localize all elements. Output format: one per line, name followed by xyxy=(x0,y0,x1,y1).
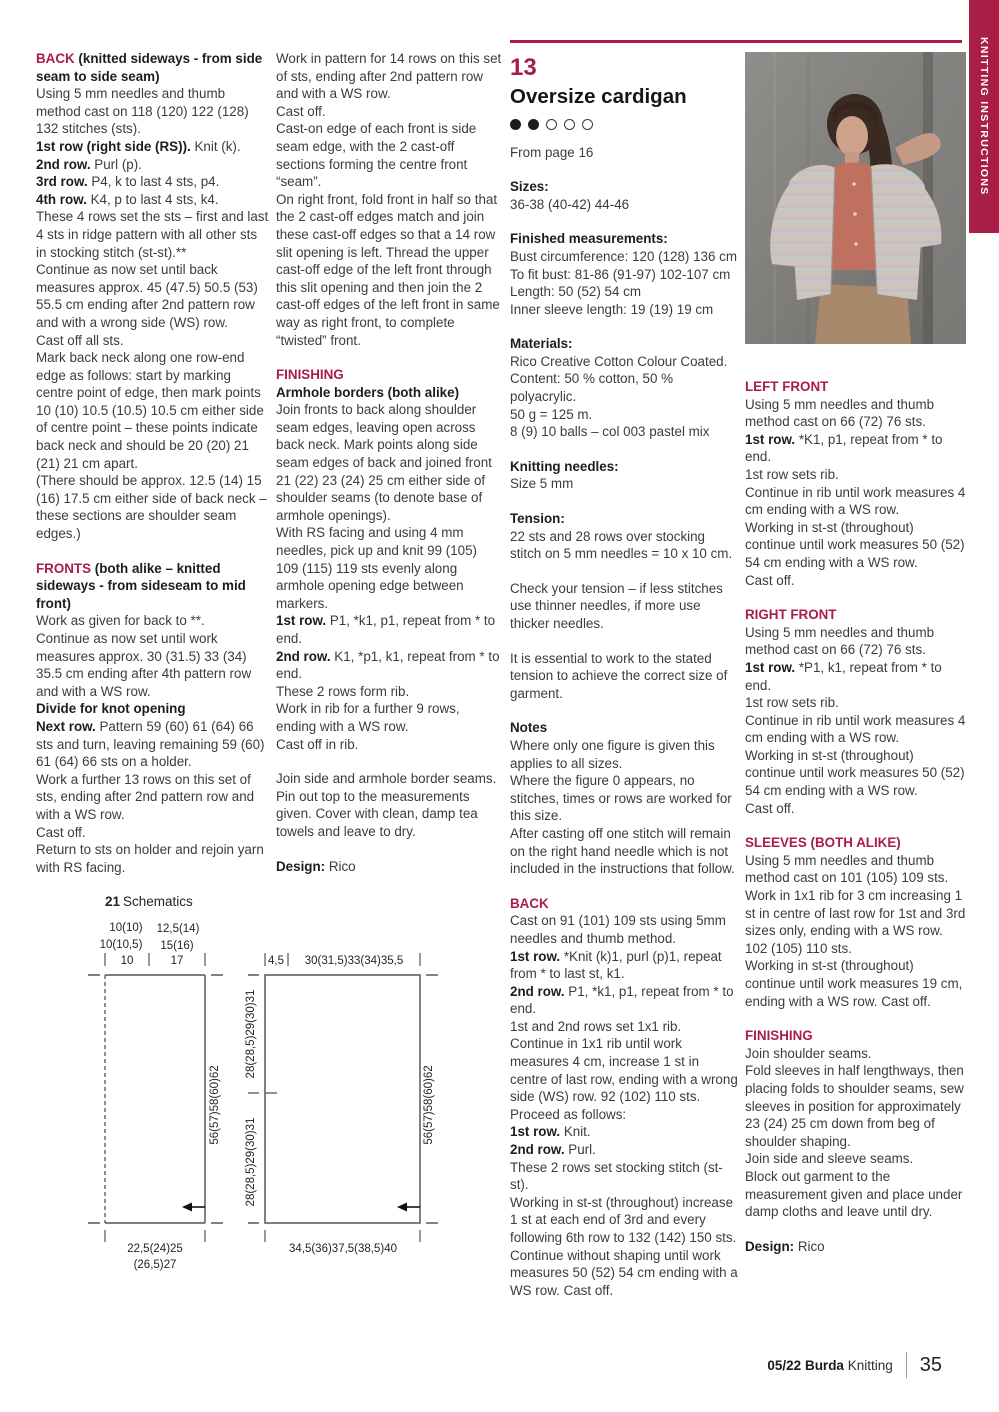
magazine-name: Knitting xyxy=(847,1357,893,1373)
svg-text:(26,5)27: (26,5)27 xyxy=(133,1259,177,1271)
column-pattern-info-body xyxy=(510,178,738,1299)
svg-text:17: 17 xyxy=(170,955,184,967)
column-fronts-sleeves-body xyxy=(745,378,966,1255)
paragraph: Length: 50 (52) 54 cm xyxy=(510,284,642,300)
paragraph: 4th row. K4, p to last 4 sts, k4. xyxy=(36,191,219,207)
paragraph: On right front, fold front in half so that the 2 cast-off edges match and join these cast-off edges so that a 14 row slit opening is left. Thread the upper cast-off edge of the left front through this slit opening and then join the 2 cast-off edges of the left front in same way as right front, to complete “twisted” front. xyxy=(276,191,500,348)
paragraph: Mark back neck along one row-end edge as follows: start by marking centre point of edge, then mark points 10 (10) 10.5 (10.5) 10.5 cm either side of centre point – these points indicate back neck and should be 20 (20) 21 (21) 21 cm apart. xyxy=(36,350,264,471)
svg-text:22,5(24)25: 22,5(24)25 xyxy=(127,1243,183,1255)
paragraph: Continue as now set until work measures approx. 30 (31.5) 33 (34) 35.5 cm ending after 4th pattern row and with a WS row. xyxy=(36,631,252,699)
paragraph: Where only one figure is given this applies to all sizes. xyxy=(510,737,715,771)
paragraph: Using 5 mm needles and thumb method cast on 66 (72) 76 sts. xyxy=(745,624,935,658)
paragraph: Join shoulder seams. xyxy=(745,1045,872,1061)
paragraph: Rico Creative Cotton Colour Coated. xyxy=(510,353,728,369)
pattern-header xyxy=(510,56,738,161)
column-fronts-sleeves xyxy=(745,52,966,1255)
paragraph: Join side and sleeve seams. xyxy=(745,1151,914,1167)
paragraph: 1st row. *Knit (k)1, purl (p)1, repeat from * to last st, k1. xyxy=(510,948,722,982)
paragraph: Work in pattern for 14 rows on this set of sts, ending after 2nd pattern row and with a WS row. xyxy=(276,51,502,102)
svg-text:12,5(14): 12,5(14) xyxy=(156,923,200,935)
subheading: Sizes: xyxy=(510,179,549,195)
spacer xyxy=(745,817,966,834)
section-heading: LEFT FRONT xyxy=(745,379,829,394)
schematic-back xyxy=(245,953,438,1255)
paragraph: Cast on 91 (101) 109 sts using 5mm needles and thumb method. xyxy=(510,913,726,946)
paragraph: 1st row. P1, *k1, p1, repeat from * to end. xyxy=(276,613,496,646)
spacer xyxy=(745,1010,966,1027)
paragraph: Block out garment to the measurement given and place under damp cloths and leave until dry. xyxy=(745,1168,963,1220)
svg-text:10(10): 10(10) xyxy=(109,922,143,934)
paragraph: Join fronts to back along shoulder seam edges, leaving open across back neck. Mark points along side seam edges of back and joined front 21 (22) 23 (24) 25 cm either side of shoulder seams (to denote base of armhole openings). xyxy=(276,402,492,523)
paragraph: Inner sleeve length: 19 (19) 19 cm xyxy=(510,301,714,317)
svg-text:28(28,5)29(30)31: 28(28,5)29(30)31 xyxy=(245,989,257,1079)
spacer xyxy=(510,493,738,510)
difficulty-dot-empty xyxy=(546,119,557,130)
paragraph: Cast off all sts. xyxy=(36,332,124,348)
schematics-label: Schematics xyxy=(123,894,193,909)
paragraph: Check your tension – if less stitches use thinner needles, if more use thicker needles. xyxy=(510,580,723,632)
direction-arrow xyxy=(182,1203,205,1212)
difficulty-dot-empty xyxy=(582,119,593,130)
paragraph: 8 (9) 10 balls – col 003 pastel mix xyxy=(510,424,710,440)
svg-text:4,5: 4,5 xyxy=(268,955,284,967)
paragraph: Return to sts on holder and rejoin yarn with RS facing. xyxy=(36,842,264,875)
paragraph: 1st row (right side (RS)). Knit (k). xyxy=(36,138,241,154)
spacer xyxy=(510,441,738,458)
paragraph: Fold sleeves in half lengthways, then placing folds to shoulder seams, sew sleeves in position for approximately 23 (24) 25 cm down from beg of shoulder shaping. xyxy=(745,1063,964,1149)
paragraph: It is essential to work to the stated tension to achieve the correct size of garment. xyxy=(510,650,728,701)
paragraph: Working in st-st (throughout) continue until work measures 50 (52) 54 cm ending with a WS row. xyxy=(745,747,965,799)
from-page-reference: From page 16 xyxy=(510,144,594,160)
schematics-number: 21 xyxy=(105,894,121,909)
paragraph: 3rd row. P4, k to last 4 sts, p4. xyxy=(36,174,220,190)
paragraph: Continue in 1x1 rib until work measures 4 cm, increase 1 st in centre of last row, ending with a wrong side (WS) row. 92 (102) 110 sts. xyxy=(510,1036,738,1105)
subheading: Divide for knot opening xyxy=(36,701,186,717)
paragraph: Using 5 mm needles and thumb method cast on 66 (72) 76 sts. xyxy=(745,396,935,430)
subheading: Knitting needles: xyxy=(510,458,619,474)
subheading: Tension: xyxy=(510,511,565,527)
difficulty-dot-empty xyxy=(564,119,575,130)
issue-number: 05/22 Burda xyxy=(767,1357,844,1373)
paragraph: Bust circumference: 120 (128) 136 cm xyxy=(510,248,738,264)
knitting-instructions-tab xyxy=(969,0,999,233)
paragraph: 1st row. Knit. xyxy=(510,1124,591,1140)
spacer xyxy=(510,318,738,335)
paragraph: Where the figure 0 appears, no stitches, times or rows are worked for this size. xyxy=(510,773,732,824)
paragraph: Using 5 mm needles and thumb method cast on 101 (105) 109 sts. xyxy=(745,852,949,886)
schematics-figure xyxy=(60,890,480,1285)
paragraph: Cast-on edge of each front is side seam edge, with the 2 cast-off sections forming the centre front “seam”. xyxy=(276,121,477,190)
section-heading: SLEEVES (BOTH ALIKE) xyxy=(745,835,901,851)
paragraph: 2nd row. P1, *k1, p1, repeat from * to end. xyxy=(510,983,734,1017)
paragraph: Size 5 mm xyxy=(510,476,574,492)
tab-label: KNITTING INSTRUCTIONS xyxy=(978,37,990,196)
paragraph: 22 sts and 28 rows over stocking stitch on 5 mm needles = 10 x 10 cm. xyxy=(510,528,733,562)
paragraph: These 4 rows set the sts – first and last 4 sts in ridge pattern with all other sts in stocking stitch (st-st).** xyxy=(36,209,269,260)
paragraph: 1st row sets rib. xyxy=(745,466,839,482)
subheading: Armhole borders (both alike) xyxy=(276,384,460,400)
paragraph: Pin out top to the measurements given. Cover with clean, damp tea towels and leave to dry. xyxy=(276,788,478,839)
photo-illustration xyxy=(745,52,966,344)
paragraph: 1st and 2nd rows set 1x1 rib. xyxy=(510,1018,682,1034)
svg-text:56(57)58(60)62: 56(57)58(60)62 xyxy=(209,1065,221,1145)
paragraph: Work as given for back to **. xyxy=(36,613,205,629)
section-heading: FINISHING xyxy=(276,367,344,383)
difficulty-rating xyxy=(510,119,738,130)
svg-text:10(10,5): 10(10,5) xyxy=(99,939,143,951)
spacer xyxy=(276,753,502,770)
paragraph: Cast off. xyxy=(745,800,795,816)
paragraph: Working in st-st (throughout) increase 1 st at each end of 3rd and every following 6th row to 132 (142) 150 sts. Continue without shaping until work measures 50 (52) 54 cm ending with a WS row. Cast off. xyxy=(510,1194,738,1298)
paragraph: Using 5 mm needles and thumb method cast on 118 (120) 122 (128) 132 stitches (sts). xyxy=(36,86,249,137)
direction-arrow xyxy=(397,1203,420,1212)
paragraph: 1st row. *K1, p1, repeat from * to end. xyxy=(745,431,943,465)
spacer xyxy=(510,878,738,895)
paragraph: Work a further 13 rows on this set of sts, ending after 2nd pattern row and with a WS row. xyxy=(36,771,255,822)
paragraph: Proceed as follows: xyxy=(510,1106,627,1122)
paragraph: With RS facing and using 4 mm needles, pick up and knit 99 (105) 109 (115) 119 sts evenly along armhole opening edge between markers. xyxy=(276,525,477,611)
paragraph: Working in st-st (throughout) continue until work measures 50 (52) 54 cm ending with a WS row. xyxy=(745,519,965,570)
pattern-title: Oversize cardigan xyxy=(510,85,687,108)
column-finishing xyxy=(276,50,502,875)
section-heading: BACK (knitted sideways - from side seam to side seam) xyxy=(36,51,263,84)
paragraph: These 2 rows form rib. xyxy=(276,683,410,699)
top-rule xyxy=(510,40,962,43)
paragraph: Design: Rico xyxy=(745,1238,825,1254)
page-number: 35 xyxy=(919,1353,942,1376)
paragraph: Continue in rib until work measures 4 cm ending with a WS row. xyxy=(745,484,966,518)
paragraph: Cast off in rib. xyxy=(276,736,359,752)
issue-brand xyxy=(767,1358,892,1373)
spacer xyxy=(510,213,738,230)
paragraph: (There should be approx. 12.5 (14) 15 (16) 17.5 cm either side of back neck – these sections are shoulder seam edges.) xyxy=(36,473,267,542)
svg-text:34,5(36)37,5(38,5)40: 34,5(36)37,5(38,5)40 xyxy=(288,1243,398,1255)
paragraph: Cast off. xyxy=(745,572,795,588)
spacer xyxy=(510,702,738,719)
svg-text:56(57)58(60)62: 56(57)58(60)62 xyxy=(423,1065,435,1145)
pattern-number: 13 xyxy=(510,54,537,81)
paragraph: 2nd row. Purl. xyxy=(510,1142,596,1158)
column-back-fronts xyxy=(36,50,269,876)
subheading: Materials: xyxy=(510,336,573,352)
paragraph: Working in st-st (throughout) continue until work measures 19 cm, ending with a WS row. Cast off. xyxy=(745,958,963,1009)
paragraph: 50 g = 125 m. xyxy=(510,406,593,422)
paragraph: 2nd row. K1, *p1, k1, repeat from * to end. xyxy=(276,648,500,682)
paragraph: 2nd row. Purl (p). xyxy=(36,156,142,172)
paragraph: 1st row. *P1, k1, repeat from * to end. xyxy=(745,659,942,693)
subheading: Notes xyxy=(510,720,548,736)
spacer xyxy=(510,633,738,650)
paragraph: Cast off. xyxy=(36,824,86,840)
paragraph: After casting off one stitch will remain on the right hand needle which is not included in the instructions that follow. xyxy=(510,825,735,877)
svg-text:30(31,5)33(34)35,5: 30(31,5)33(34)35,5 xyxy=(304,955,404,967)
difficulty-dot-filled xyxy=(528,119,539,130)
paragraph: To fit bust: 81-86 (91-97) 102-107 cm xyxy=(510,266,731,282)
paragraph: These 2 rows set stocking stitch (st-st). xyxy=(510,1159,723,1193)
paragraph: 36-38 (40-42) 44-46 xyxy=(510,196,630,212)
paragraph: Work in 1x1 rib for 3 cm increasing 1 st in centre of last row for 1st and 3rd sizes only, ending with a WS row. 102 (105) 110 sts. xyxy=(745,888,966,956)
section-heading: BACK xyxy=(510,895,549,911)
paragraph: Content: 50 % cotton, 50 % polyacrylic. xyxy=(510,371,674,405)
spacer xyxy=(276,841,502,858)
spacer xyxy=(276,349,502,366)
paragraph: Join side and armhole border seams. xyxy=(276,771,497,787)
section-heading: FRONTS (both alike – knitted sideways - from sideseam to mid front) xyxy=(36,560,246,611)
paragraph: Continue in rib until work measures 4 cm ending with a WS row. xyxy=(745,712,966,746)
difficulty-dot-filled xyxy=(510,119,521,130)
spacer xyxy=(36,543,269,560)
footer-divider xyxy=(906,1352,907,1378)
paragraph: 1st row sets rib. xyxy=(745,695,839,711)
svg-text:10: 10 xyxy=(120,955,134,967)
schematic-front xyxy=(88,922,223,1271)
paragraph: Continue as now set until back measures approx. 45 (47.5) 50.5 (53) 55.5 cm ending after 2nd pattern row and with a wrong side (WS) row. xyxy=(36,262,258,330)
spacer xyxy=(510,563,738,580)
svg-text:15(16): 15(16) xyxy=(160,940,194,952)
svg-text:28(28,5)29(30)31: 28(28,5)29(30)31 xyxy=(245,1117,257,1207)
paragraph: Work in rib for a further 9 rows, ending with a WS row. xyxy=(276,701,460,734)
page-footer xyxy=(767,1352,942,1378)
section-heading: FINISHING xyxy=(745,1028,813,1044)
paragraph: Design: Rico xyxy=(276,858,356,874)
paragraph: Cast off. xyxy=(276,103,326,119)
subheading: Finished measurements: xyxy=(510,231,668,247)
section-heading: RIGHT FRONT xyxy=(745,607,837,623)
spacer xyxy=(745,589,966,606)
column-pattern-info xyxy=(510,56,738,1299)
pattern-photo xyxy=(745,52,966,344)
paragraph: Next row. Pattern 59 (60) 61 (64) 66 sts and turn, leaving remaining 59 (60) 61 (64) 66 sts on a holder. xyxy=(36,718,265,770)
spacer xyxy=(745,1221,966,1238)
